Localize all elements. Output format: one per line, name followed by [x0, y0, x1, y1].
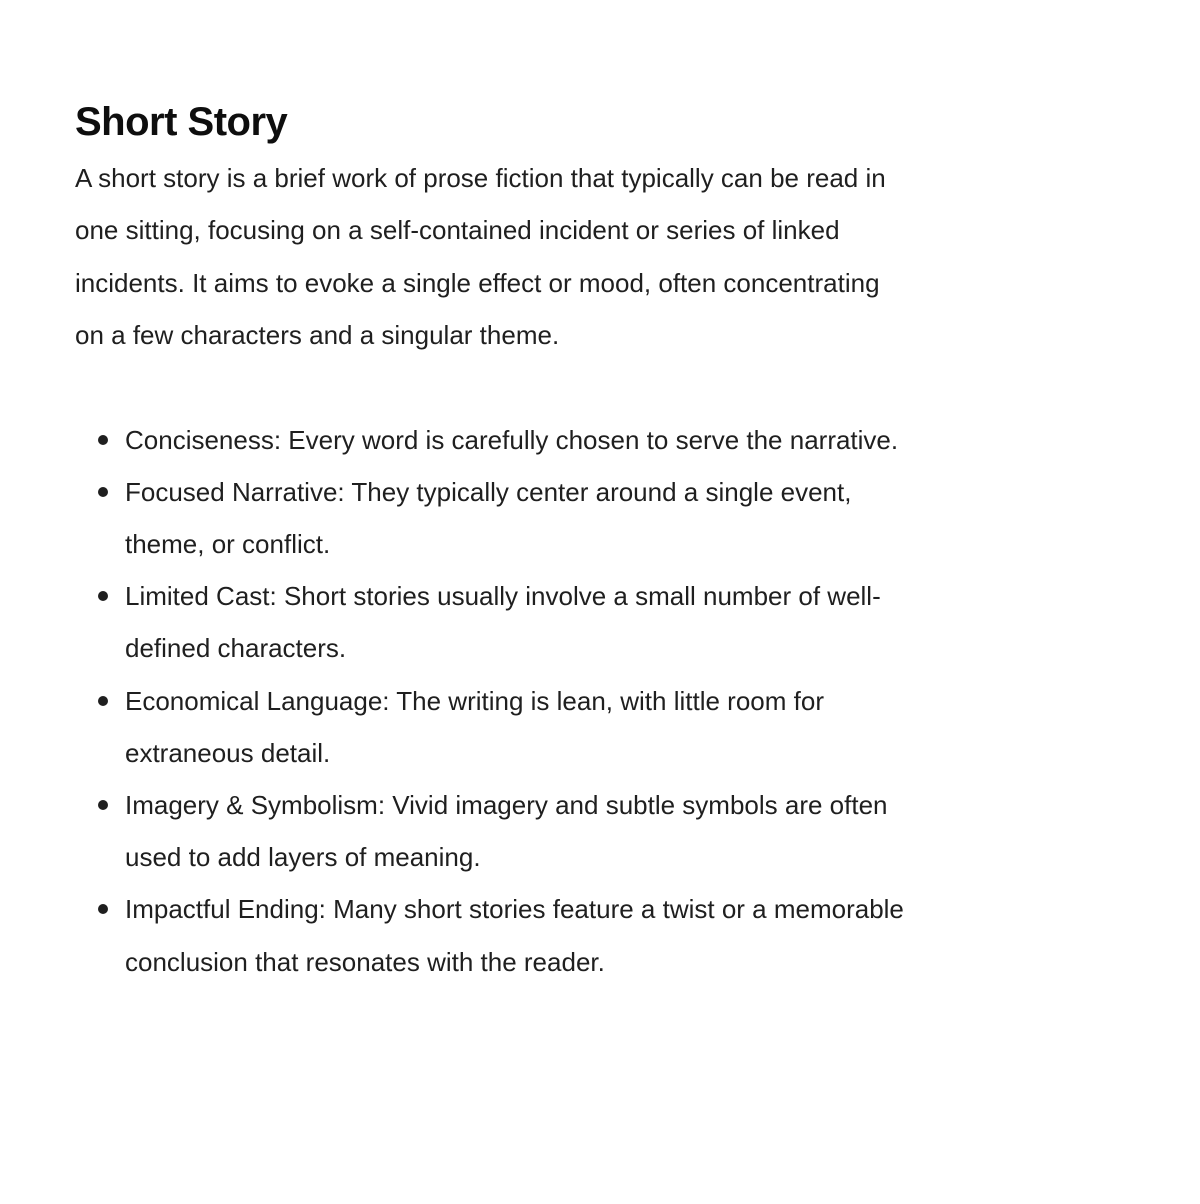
list-item-text: Limited Cast: Short stories usually involve a small number of well-defined characters. [125, 581, 881, 664]
bullet-icon [98, 435, 108, 445]
bullet-icon [98, 904, 108, 914]
list-item-text: Impactful Ending: Many short stories feature a twist or a memorable conclusion that resonates with the reader. [125, 894, 904, 977]
intro-paragraph: A short story is a brief work of prose fiction that typically can be read in one sitting, focusing on a self-contained incident or series of linked incidents. It aims to evoke a single effect or mood, often concentrating on a few characters and a singular theme. [75, 163, 886, 351]
bullet-icon [98, 487, 108, 497]
list-item-text: Imagery & Symbolism: Vivid imagery and subtle symbols are often used to add layers of meaning. [125, 790, 888, 873]
list-item [125, 779, 905, 883]
bullet-icon [98, 800, 108, 810]
list-item [125, 883, 905, 987]
list-item-text: Economical Language: The writing is lean, with little room for extraneous detail. [125, 685, 824, 768]
bullet-icon [98, 591, 108, 601]
bullet-icon [98, 696, 108, 706]
list-item [125, 570, 905, 674]
document-body [75, 96, 905, 988]
list-item-text: Conciseness: Every word is carefully chosen to serve the narrative. [125, 424, 899, 455]
list-item [125, 675, 905, 779]
list-item-text: Focused Narrative: They typically center around a single event, theme, or conflict. [125, 476, 852, 560]
list-item [125, 414, 905, 466]
feature-list [75, 414, 905, 988]
page-title: Short Story [75, 100, 288, 144]
list-item [125, 466, 905, 570]
